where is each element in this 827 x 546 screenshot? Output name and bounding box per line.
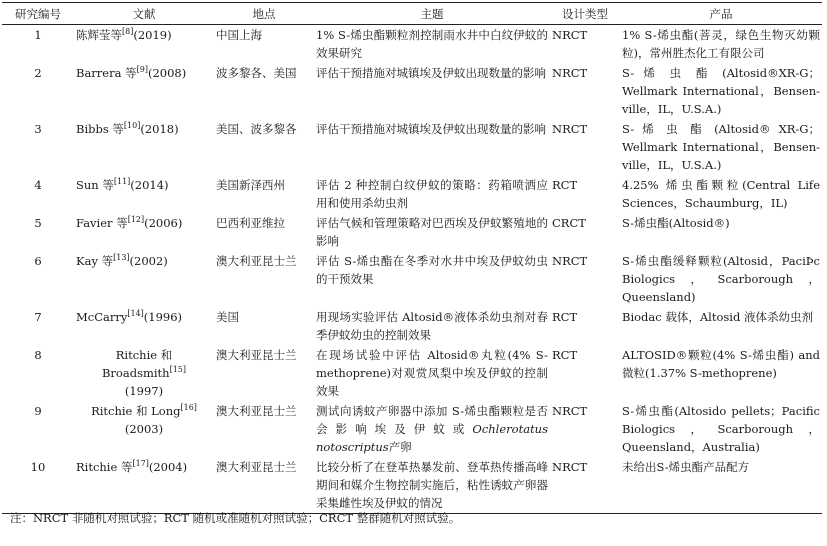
topic-text: 1% S-烯虫酯颗粒剂控制雨水井中白纹伊蚊的效果研究 (316, 28, 548, 60)
location-cell: 澳大利亚昆士兰 (216, 348, 297, 362)
topic-text: 测试向诱蚊产卵器中添加 S-烯虫酯颗粒是否会影响埃及伊蚊或 (316, 404, 548, 436)
header-design-type: 设计类型 (550, 3, 620, 25)
table-footnote: 注：NRCT 非随机对照试验；RCT 随机或准随机对照试验；CRCT 整群随机对照试验。 (10, 511, 461, 525)
design-type-cell: NRCT (552, 66, 588, 80)
topic-text: 评估 S-烯虫酯在冬季对水井中埃及伊蚊幼虫的干预效果 (316, 254, 548, 286)
study-id-cell: 6 (34, 254, 42, 268)
product-cell: Biodac 载体，Altosid 液体杀幼虫剂 (622, 310, 813, 324)
study-id-cell: 9 (34, 404, 42, 418)
reference-cell (74, 119, 214, 175)
topic-cell (314, 213, 550, 251)
reference-cell (74, 63, 214, 119)
topic-cell (314, 119, 550, 175)
topic-text: 用现场实验评估 Altosid®液体杀幼虫剂对春季伊蚊幼虫的控制效果 (316, 310, 548, 342)
reference-cell (74, 401, 214, 457)
table-row (2, 401, 822, 457)
reference-author: Barrera 等 (76, 66, 137, 80)
topic-text: 比较分析了在登革热暴发前、登革热传播高峰期间和媒介生物控制实施后，粘性诱蚊产卵器采集雌性埃及伊蚊的情况 (316, 460, 548, 510)
topic-cell (314, 251, 550, 307)
design-type-cell: NRCT (552, 122, 588, 136)
reference-author: McCarry (76, 310, 128, 324)
reference-year: (2019) (133, 28, 172, 42)
location-cell: 美国新泽西州 (216, 178, 285, 192)
literature-table (2, 2, 822, 514)
reference-year: (2002) (129, 254, 168, 268)
header-study-id: 研究编号 (2, 3, 74, 25)
table-row (2, 345, 822, 401)
header-reference: 文献 (74, 3, 214, 25)
header-location: 地点 (214, 3, 314, 25)
study-id-cell: 8 (34, 348, 42, 362)
study-id-cell: 3 (34, 122, 42, 136)
reference-year: (1996) (143, 310, 183, 324)
reference-number: [10] (123, 121, 141, 130)
product-cell: 4.25% 烯虫酯颗粒(Central Life Sciences，Schaumburg，IL) (622, 178, 820, 210)
location-cell: 美国 (216, 310, 239, 324)
table-row (2, 307, 822, 345)
header-product: 产品 (620, 3, 822, 25)
table-row (2, 251, 822, 307)
topic-text: 评估 2 种控制白纹伊蚊的策略：药箱喷洒应用和使用杀幼虫剂 (316, 178, 548, 210)
location-cell: 波多黎各、美国 (216, 66, 297, 80)
product-cell: S-烯虫酯(Altosido pellets；Pacific Biologics，Scarborough，Queensland，Australia) (622, 404, 820, 454)
reference-number: [11] (113, 177, 131, 186)
reference-author: Sun 等 (76, 178, 114, 192)
design-type-cell: RCT (552, 348, 578, 362)
location-cell: 澳大利亚昆士兰 (216, 404, 297, 418)
topic-cell (314, 175, 550, 213)
table-header-row (2, 3, 822, 25)
study-id-cell: 10 (2, 457, 74, 514)
reference-number: [16] (180, 403, 197, 412)
table-row (2, 63, 822, 119)
product-cell: S- 烯 虫 酯 (Altosid® XR-G；Wellmark International，Bensen- ville，IL，U.S.A.) (622, 122, 820, 172)
reference-author: Bibbs 等 (76, 122, 124, 136)
reference-year: (2014) (130, 178, 169, 192)
reference-cell (74, 175, 214, 213)
table-row (2, 25, 822, 64)
product-cell: 1% S-烯虫酯(菩灵，绿色生物灭幼颗粒)，常州胜杰化工有限公司 (622, 28, 820, 60)
location-cell: 澳大利亚昆士兰 (214, 457, 314, 514)
topic-cell (314, 307, 550, 345)
topic-text: 评估干预措施对城镇埃及伊蚊出现数量的影响 (316, 66, 546, 80)
design-type-cell: RCT (552, 310, 578, 324)
reference-cell (74, 457, 214, 514)
study-id-cell: 7 (34, 310, 42, 324)
topic-cell (314, 401, 550, 457)
table-row (2, 175, 822, 213)
table-row (2, 457, 822, 514)
reference-author: Ritchie 和 Long (91, 404, 181, 418)
reference-year: (2003) (124, 422, 164, 436)
study-id-cell: 2 (34, 66, 42, 80)
product-cell: S-烯虫酯(Altosid®) (622, 216, 730, 230)
reference-cell (74, 213, 214, 251)
design-type-cell: NRCT (552, 254, 588, 268)
reference-number: [13] (113, 253, 130, 262)
design-type-cell: RCT (552, 178, 578, 192)
topic-cell (314, 25, 550, 64)
design-type-cell: NRCT (552, 28, 588, 42)
topic-suffix: 产卵 (388, 440, 412, 454)
reference-cell (74, 251, 214, 307)
reference-author: Favier 等 (76, 216, 128, 230)
header-topic: 主题 (314, 3, 550, 25)
product-cell: 未给出S-烯虫酯产品配方 (620, 457, 822, 514)
location-cell: 中国上海 (216, 28, 262, 42)
location-cell: 巴西利亚维拉 (216, 216, 285, 230)
study-id-cell: 1 (34, 28, 42, 42)
product-cell: ALTOSID®颗粒(4% S-烯虫酯) and 微粒(1.37% S-methoprene) (622, 348, 820, 380)
topic-text: 评估气候和管理策略对巴西埃及伊蚊繁殖地的影响 (316, 216, 548, 248)
reference-author: Kay 等 (76, 254, 114, 268)
reference-author: 陈辉莹等 (76, 28, 122, 42)
reference-number: [9] (136, 65, 148, 74)
table-row (2, 213, 822, 251)
reference-number: [14] (127, 309, 144, 318)
design-type-cell: NRCT (550, 457, 620, 514)
topic-cell (314, 63, 550, 119)
study-id-cell: 4 (34, 178, 42, 192)
product-cell: S- 烯 虫 酯 (Altosid®XR-G；Wellmark International，Bensen- ville，IL，U.S.A.) (622, 66, 820, 116)
reference-number: [15] (169, 365, 187, 374)
design-type-cell: NRCT (552, 404, 588, 418)
topic-cell (314, 345, 550, 401)
topic-text: 评估干预措施对城镇埃及伊蚊出现数量的影响 (316, 122, 546, 136)
topic-cell (314, 457, 550, 514)
reference-year: (1997) (124, 384, 164, 398)
reference-number: [8] (122, 27, 134, 36)
reference-number: [12] (127, 215, 145, 224)
reference-cell (74, 345, 214, 401)
reference-year: (2008) (147, 66, 187, 80)
reference-year: (2006) (144, 216, 183, 230)
reference-author: Ritchie 等 (76, 460, 133, 474)
reference-number: [17] (132, 459, 149, 468)
location-cell: 美国、波多黎各 (216, 122, 297, 136)
reference-cell (74, 25, 214, 64)
topic-species-name: Ochlerotatus notoscriptus (316, 422, 548, 454)
topic-text: 在现场试验中评估 Altosid®丸粒(4% S-methoprene)对观赏凤梨中埃及伊蚊的控制效果 (316, 348, 548, 398)
product-cell: S-烯虫酯缓释颗粒(Altosid，PaciÞc Biologics，Scarborough，Queensland) (622, 254, 820, 304)
location-cell: 澳大利亚昆士兰 (216, 254, 297, 268)
reference-author: Ritchie 和 Broadsmith (101, 348, 173, 380)
reference-year: (2018) (140, 122, 179, 136)
study-id-cell: 5 (34, 216, 42, 230)
reference-cell (74, 307, 214, 345)
design-type-cell: CRCT (552, 216, 586, 230)
reference-year: (2004) (148, 460, 188, 474)
table-row (2, 119, 822, 175)
